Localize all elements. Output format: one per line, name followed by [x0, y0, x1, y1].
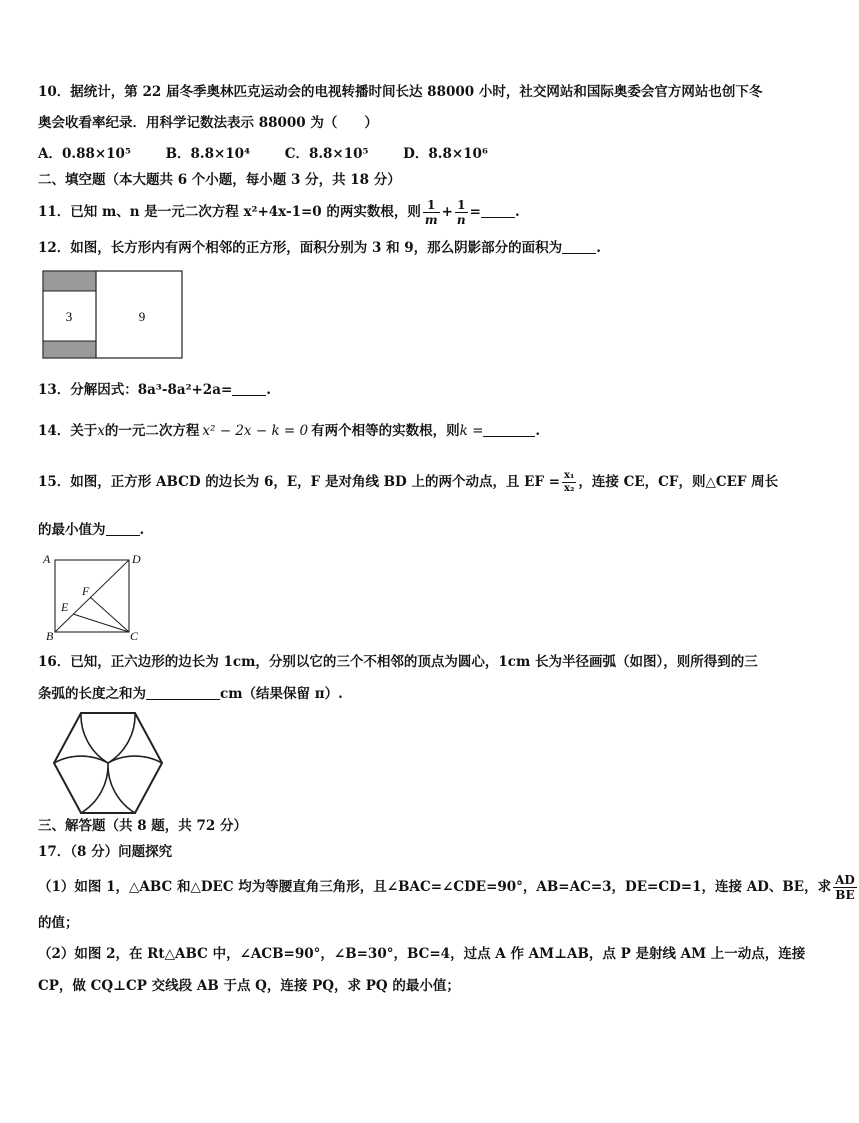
q10-line1: 10．据统计，第 22 届冬季奥林匹克运动会的电视转播时间长达 88000 小时，社交网站和国际奥委会官方网站也创下冬 [38, 84, 763, 100]
q14-equation: x² − 2x − k = 0 [202, 423, 309, 439]
q10-option-c[interactable]: C．8.8×10⁵ [284, 146, 369, 162]
q15-answer-blank[interactable] [106, 521, 140, 536]
q11-text: 11．已知 m、n 是一元二次方程 x²+4x-1=0 的两实数根，则 [38, 204, 421, 220]
q12 [38, 238, 756, 258]
q12-shade-bottom [43, 341, 96, 358]
q12-end: . [596, 240, 601, 256]
q14-answer-blank[interactable] [483, 422, 535, 437]
q16-arc-3 [81, 763, 135, 813]
q12-shade-top [43, 271, 96, 291]
q15-text1: 15．如图，正方形 ABCD 的边长为 6，E，F 是对角线 BD 上的两个动点，且 EF = [38, 474, 561, 490]
q17-title: 17．（8 分）问题探究 [38, 844, 173, 860]
q17-p1-line2: 的值； [38, 915, 79, 931]
q17-p1 [38, 872, 855, 902]
q16-figure [50, 712, 166, 814]
q12-figure [42, 270, 184, 360]
q16-line2b: cm（结果保留 π）. [220, 686, 343, 702]
q15-label-c: C [130, 629, 139, 643]
q16-line2a: 条弧的长度之和为 [38, 686, 146, 702]
q16-answer-blank[interactable] [146, 685, 220, 700]
q15-segment-cf [90, 597, 129, 632]
q10-line2: 奥会收看率纪录．用科学记数法表示 88000 为（ ） [38, 115, 378, 131]
section3-heading: 三、解答题（共 8 题，共 72 分） [38, 818, 247, 834]
q14-var-k: k = [459, 423, 484, 439]
q10-options [38, 144, 756, 164]
q10-option-b[interactable]: B．8.8×10⁴ [165, 146, 250, 162]
q15-label-a: A [43, 552, 51, 566]
q14-text2: 的一元二次方程 [104, 423, 200, 439]
q17-p2-line1: （2）如图 2，在 Rt△ABC 中，∠ACB=90°，∠B=30°，BC=4，过点 A 作 AM⊥AB，点 P 是射线 AM 上一动点，连接 [38, 946, 806, 962]
q11-plus: + [441, 204, 453, 220]
q17-p2-line2: CP，做 CQ⊥CP 交线段 AB 于点 Q，连接 PQ，求 PQ 的最小值； [38, 978, 460, 994]
q15-frac: $\frac{\text{x₁}}{\text{x₂}}$ [564, 470, 575, 494]
q13-end: . [266, 382, 271, 398]
q15-diagonal-bd [55, 560, 129, 632]
q12-text: 12．如图，长方形内有两个相邻的正方形，面积分别为 3 和 9，那么阴影部分的面积为 [38, 240, 563, 256]
q17-p1-frac: $\frac{AD}{BE}$ [835, 873, 855, 902]
q10-option-d[interactable]: D．8.8×10⁶ [403, 146, 488, 162]
q15-segment-ce [73, 614, 129, 632]
section2-heading: 二、填空题（本大题共 6 个小题，每小题 3 分，共 18 分） [38, 172, 401, 188]
q12-answer-blank[interactable] [562, 239, 596, 254]
q13-answer-blank[interactable] [232, 381, 266, 396]
q16-arc-1 [54, 713, 108, 763]
q15-text2: ，连接 CE，CF，则△CEF 周长 [578, 474, 779, 490]
q15-label-b: B [46, 629, 54, 643]
q16-line1: 16．已知，正六边形的边长为 1cm，分别以它的三个不相邻的顶点为圆心，1cm 长为半径画弧（如图），则所得到的三 [38, 654, 758, 670]
q11-frac1: $\frac{1}{m}$ [424, 198, 438, 227]
q12-label-small: 3 [65, 309, 73, 324]
q16-arcs [54, 713, 162, 813]
q13 [38, 380, 756, 400]
q15-figure [38, 550, 146, 642]
q17-p1-text: （1）如图 1，△ABC 和△DEC 均为等腰直角三角形，且∠BAC=∠CDE=90°，AB=AC=3，DE=CD=1，连接 AD、BE，求 [38, 879, 832, 895]
q11-answer-blank[interactable] [481, 203, 515, 218]
q14-end: . [535, 423, 541, 439]
q11 [38, 198, 756, 227]
q14 [38, 421, 756, 441]
q11-end: . [514, 204, 520, 220]
q11-equals: = [469, 204, 481, 220]
q12-label-big: 9 [138, 309, 146, 324]
q15-label-f: F [82, 584, 90, 598]
q14-var-x: x [97, 423, 105, 439]
q15-line2-text: 的最小值为 [38, 522, 106, 538]
q15-end: . [139, 522, 145, 538]
q14-text3: 有两个相等的实数根，则 [311, 423, 460, 439]
q16-line2 [38, 684, 756, 704]
q10-option-a[interactable]: A．0.88×10⁵ [38, 146, 131, 162]
q15-line1 [38, 468, 779, 496]
q11-frac2: $\frac{1}{n}$ [456, 198, 466, 227]
q14-text1: 14．关于 [38, 423, 98, 439]
q15-label-d: D [132, 552, 141, 566]
q13-text: 13．分解因式：8a³-8a²+2a= [38, 382, 233, 398]
q15-label-e: E [61, 600, 69, 614]
q16-arc-2 [108, 713, 162, 763]
q15-line2 [38, 520, 756, 540]
